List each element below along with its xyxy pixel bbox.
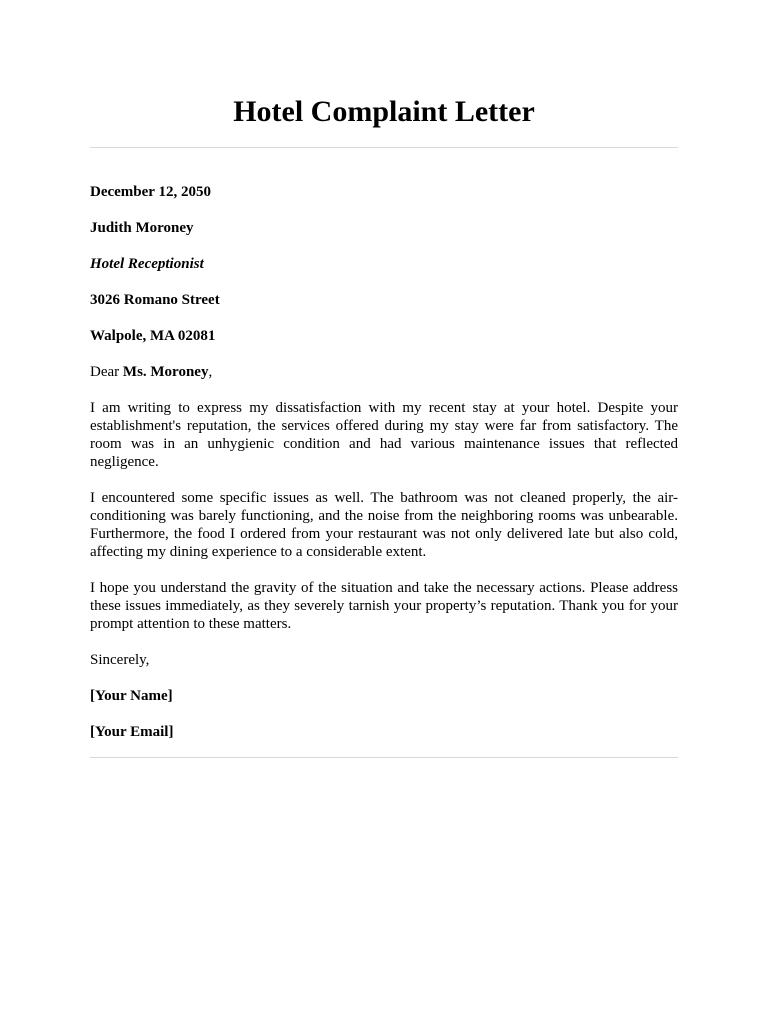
body-paragraph-3: I hope you understand the gravity of the situation and take the necessary actions. Please address these issues immediately, as they severely tarnish your property’s reputation. Thank you for your prompt attention to these matters. — [90, 580, 678, 632]
signature-email: [Your Email] — [90, 724, 174, 740]
letter-body — [90, 183, 678, 759]
body-paragraph-1: I am writing to express my dissatisfaction with my recent stay at your hotel. Despite your establishment's reputation, the services offered during my stay were far from satisfactory. The room was in an unhygienic condition and had various maintenance issues that reflected negligence. — [90, 400, 678, 470]
closing: Sincerely, — [90, 652, 150, 668]
recipient-name: Judith Moroney — [90, 220, 194, 236]
salutation-suffix: , — [208, 364, 213, 380]
recipient-position: Hotel Receptionist — [90, 256, 204, 272]
footer-divider — [90, 757, 678, 758]
salutation-prefix: Dear — [90, 364, 120, 380]
letter-date: December 12, 2050 — [90, 184, 211, 200]
recipient-city: Walpole, MA 02081 — [90, 328, 216, 344]
signature-name: [Your Name] — [90, 688, 173, 704]
page-title: Hotel Complaint Letter — [233, 95, 535, 128]
salutation — [90, 363, 678, 381]
recipient-street: 3026 Romano Street — [90, 292, 220, 308]
body-paragraph-2: I encountered some specific issues as well. The bathroom was not cleaned properly, the air-conditioning was barely functioning, and the noise from the neighboring rooms was unbearable. Furthermore, the food I ordered from your restaurant was not only delivered late but also cold, affecting my dining experience to a considerable extent. — [90, 490, 678, 560]
title-divider — [90, 147, 678, 148]
salutation-name: Ms. Moroney — [122, 364, 209, 380]
